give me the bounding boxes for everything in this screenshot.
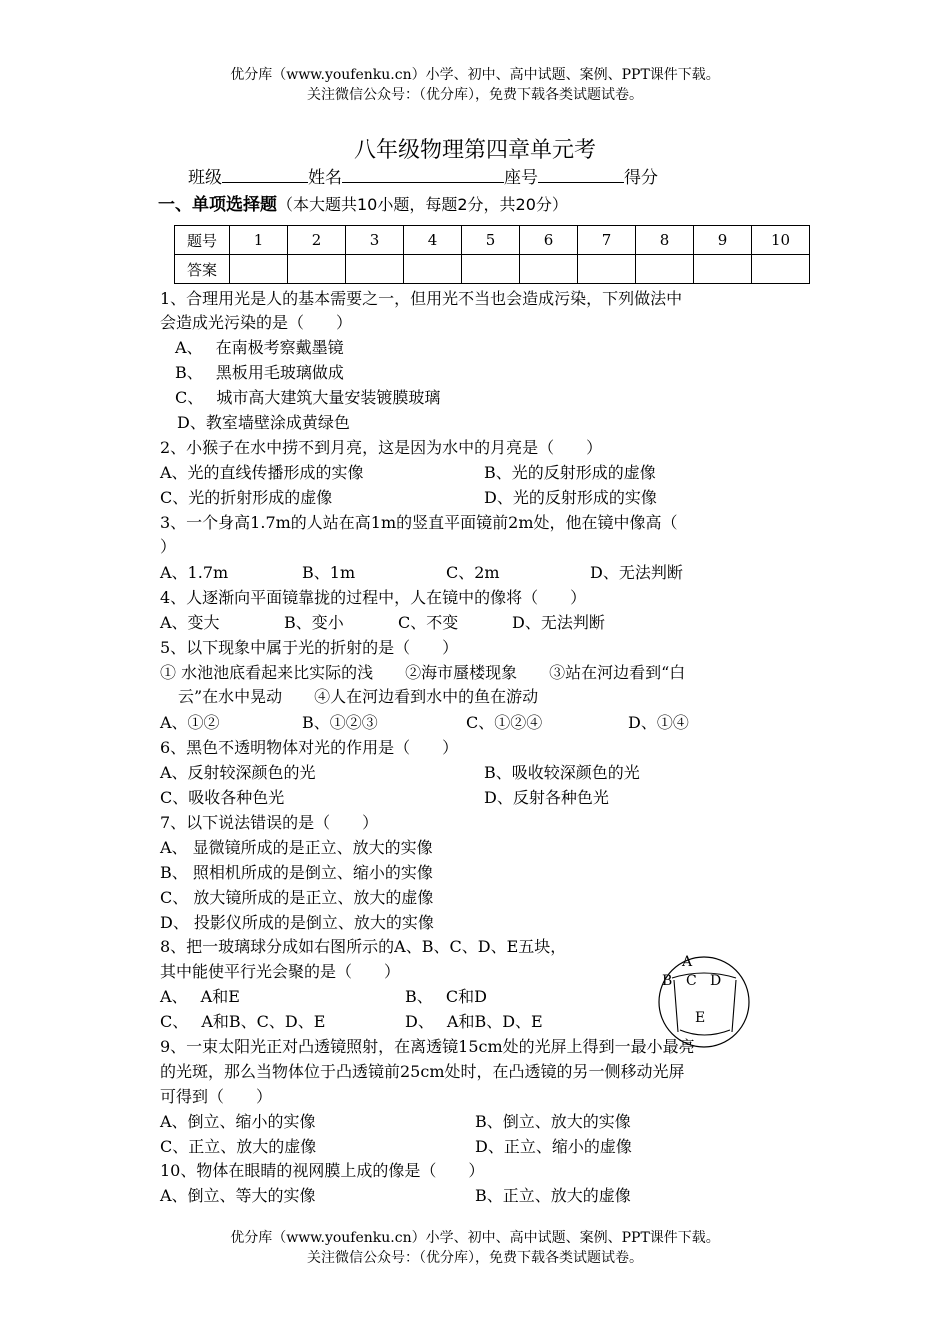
q7-option-b: B、 照相机所成的是倒立、缩小的实像: [160, 863, 433, 882]
q2-option-d: D、光的反射形成的实像: [484, 488, 657, 507]
q6-stem: 6、黑色不透明物体对光的作用是（ ）: [160, 738, 459, 757]
ball-outline: [659, 957, 749, 1047]
answer-cell[interactable]: [520, 255, 578, 284]
q4-stem: 4、人逐渐向平面镜靠拢的过程中，人在镜中的像将（ ）: [160, 588, 587, 607]
answer-cell[interactable]: [288, 255, 346, 284]
question-number-cell: 2: [288, 226, 346, 255]
q9-option-a: A、倒立、缩小的实像: [160, 1112, 316, 1131]
label-e: E: [695, 1010, 706, 1026]
q1-option-b: B、 黑板用毛玻璃做成: [175, 363, 344, 382]
student-info-line: [188, 163, 658, 188]
q5-option-a: A、①②: [160, 713, 220, 732]
name-blank[interactable]: [342, 166, 504, 183]
q3-option-d: D、无法判断: [590, 563, 683, 582]
q5-items-line2: 云”在水中晃动 ④人在河边看到水中的鱼在游动: [178, 687, 539, 706]
q1-stem-line1: 1、合理用光是人的基本需要之一，但用光不当也会造成污染，下列做法中: [160, 289, 683, 308]
q8-stem-line2: 其中能使平行光会聚的是（ ）: [160, 962, 401, 981]
label-b: B: [662, 973, 673, 989]
q5-option-b: B、①②③: [302, 713, 378, 732]
section-note: （本大题共10小题，每题2分，共20分）: [277, 195, 568, 214]
q10-option-b: B、正立、放大的虚像: [475, 1186, 631, 1205]
q1-stem-line2: 会造成光污染的是（ ）: [160, 313, 353, 332]
q4-option-b: B、变小: [284, 613, 344, 632]
q3-option-b: B、1m: [302, 563, 356, 582]
q8-option-c: C、 A和B、C、D、E: [160, 1012, 326, 1031]
q9-option-b: B、倒立、放大的实像: [475, 1112, 631, 1131]
answer-row: [175, 255, 810, 284]
q6-option-d: D、反射各种色光: [484, 788, 609, 807]
class-blank[interactable]: [222, 166, 308, 183]
section-heading: [158, 190, 568, 215]
q9-stem-line2: 的光斑，那么当物体位于凸透镜前25cm处时，在凸透镜的另一侧移动光屏: [160, 1062, 685, 1081]
q8-option-a: A、 A和E: [160, 987, 240, 1006]
answer-cell[interactable]: [346, 255, 404, 284]
seat-label: 座号: [504, 168, 538, 188]
question-number-cell: 10: [752, 226, 810, 255]
footer-line-1: 优分库（www.youfenku.cn）小学、初中、高中试题、案例、PPT课件下载。: [230, 1230, 720, 1246]
answer-table: [174, 225, 810, 284]
footer-line-2: 关注微信公众号：（优分库），免费下载各类试题试卷。: [307, 1250, 643, 1266]
seat-blank[interactable]: [538, 166, 624, 183]
q1-option-d: D、教室墙壁涂成黄绿色: [177, 413, 350, 432]
q3-option-c: C、2m: [446, 563, 500, 582]
question-number-cell: 6: [520, 226, 578, 255]
answer-cell[interactable]: [230, 255, 288, 284]
q9-stem-line3: 可得到（ ）: [160, 1087, 273, 1106]
label-a: A: [682, 954, 693, 970]
page-title: 八年级物理第四章单元考: [353, 138, 596, 163]
q10-stem: 10、物体在眼睛的视网膜上成的像是（ ）: [160, 1161, 485, 1180]
question-number-cell: 3: [346, 226, 404, 255]
q7-option-a: A、 显微镜所成的是正立、放大的实像: [160, 838, 433, 857]
header-line-2: 关注微信公众号：（优分库），免费下载各类试题试卷。: [307, 87, 643, 103]
header-line-1: 优分库（www.youfenku.cn）小学、初中、高中试题、案例、PPT课件下载。: [230, 67, 720, 83]
question-number-row: [175, 226, 810, 255]
q5-stem: 5、以下现象中属于光的折射的是（ ）: [160, 638, 459, 657]
q2-option-a: A、光的直线传播形成的实像: [160, 463, 364, 482]
answer-cell[interactable]: [404, 255, 462, 284]
q1-option-a: A、 在南极考察戴墨镜: [175, 338, 344, 357]
q4-option-a: A、变大: [160, 613, 220, 632]
q4-option-c: C、不变: [398, 613, 459, 632]
q3-stem-line2: ）: [160, 537, 177, 556]
question-number-cell: 5: [462, 226, 520, 255]
lens-a-boundary: [672, 973, 736, 978]
q7-option-d: D、 投影仪所成的是倒立、放大的实像: [160, 913, 434, 932]
question-number-cell: 4: [404, 226, 462, 255]
label-c: C: [686, 973, 697, 989]
label-d: D: [710, 973, 722, 989]
q1-option-c: C、 城市高大建筑大量安装镀膜玻璃: [175, 388, 441, 407]
score-label: 得分: [624, 168, 658, 188]
answer-cell[interactable]: [636, 255, 694, 284]
q6-option-c: C、吸收各种色光: [160, 788, 285, 807]
question-number-cell: 7: [578, 226, 636, 255]
question-number-cell: 9: [694, 226, 752, 255]
q6-option-b: B、吸收较深颜色的光: [484, 763, 640, 782]
section-title: 一、单项选择题: [158, 195, 277, 215]
answer-cell[interactable]: [694, 255, 752, 284]
question-number-cell: 8: [636, 226, 694, 255]
q9-option-c: C、正立、放大的虚像: [160, 1137, 317, 1156]
q3-stem-line1: 3、一个身高1.7m的人站在高1m的竖直平面镜前2m处，他在镜中像高（: [160, 513, 678, 532]
q5-items-line1: ① 水池池底看起来比实际的浅 ②海市蜃楼现象 ③站在河边看到“白: [160, 663, 686, 682]
class-label: 班级: [188, 168, 222, 188]
q3-option-a: A、1.7m: [160, 563, 229, 582]
q10-option-a: A、倒立、等大的实像: [160, 1186, 316, 1205]
q5-option-c: C、①②④: [466, 713, 543, 732]
lens-b-boundary: [674, 980, 678, 1032]
q8-option-d: D、 A和B、D、E: [405, 1012, 543, 1031]
answer-cell[interactable]: [752, 255, 810, 284]
question-number-cell: 1: [230, 226, 288, 255]
answer-cell[interactable]: [462, 255, 520, 284]
q6-option-a: A、反射较深颜色的光: [160, 763, 316, 782]
q5-option-d: D、①④: [628, 713, 689, 732]
q7-stem: 7、以下说法错误的是（ ）: [160, 813, 379, 832]
lens-d-boundary: [732, 980, 736, 1032]
name-label: 姓名: [308, 168, 342, 188]
row-label-answer: 答案: [175, 255, 230, 284]
q4-option-d: D、无法判断: [512, 613, 605, 632]
q9-stem-line1: 9、一束太阳光正对凸透镜照射，在离透镜15cm处的光屏上得到一最小最亮: [160, 1037, 695, 1056]
q8-option-b: B、 C和D: [405, 987, 487, 1006]
q9-option-d: D、正立、缩小的虚像: [475, 1137, 632, 1156]
q7-option-c: C、 放大镜所成的是正立、放大的虚像: [160, 888, 434, 907]
q2-option-c: C、光的折射形成的虚像: [160, 488, 333, 507]
row-label-number: 题号: [175, 226, 230, 255]
q2-option-b: B、光的反射形成的虚像: [484, 463, 656, 482]
answer-cell[interactable]: [578, 255, 636, 284]
q2-stem: 2、小猴子在水中捞不到月亮，这是因为水中的月亮是（ ）: [160, 438, 603, 457]
q8-stem-line1: 8、把一玻璃球分成如右图所示的A、B、C、D、E五块，: [160, 937, 567, 956]
